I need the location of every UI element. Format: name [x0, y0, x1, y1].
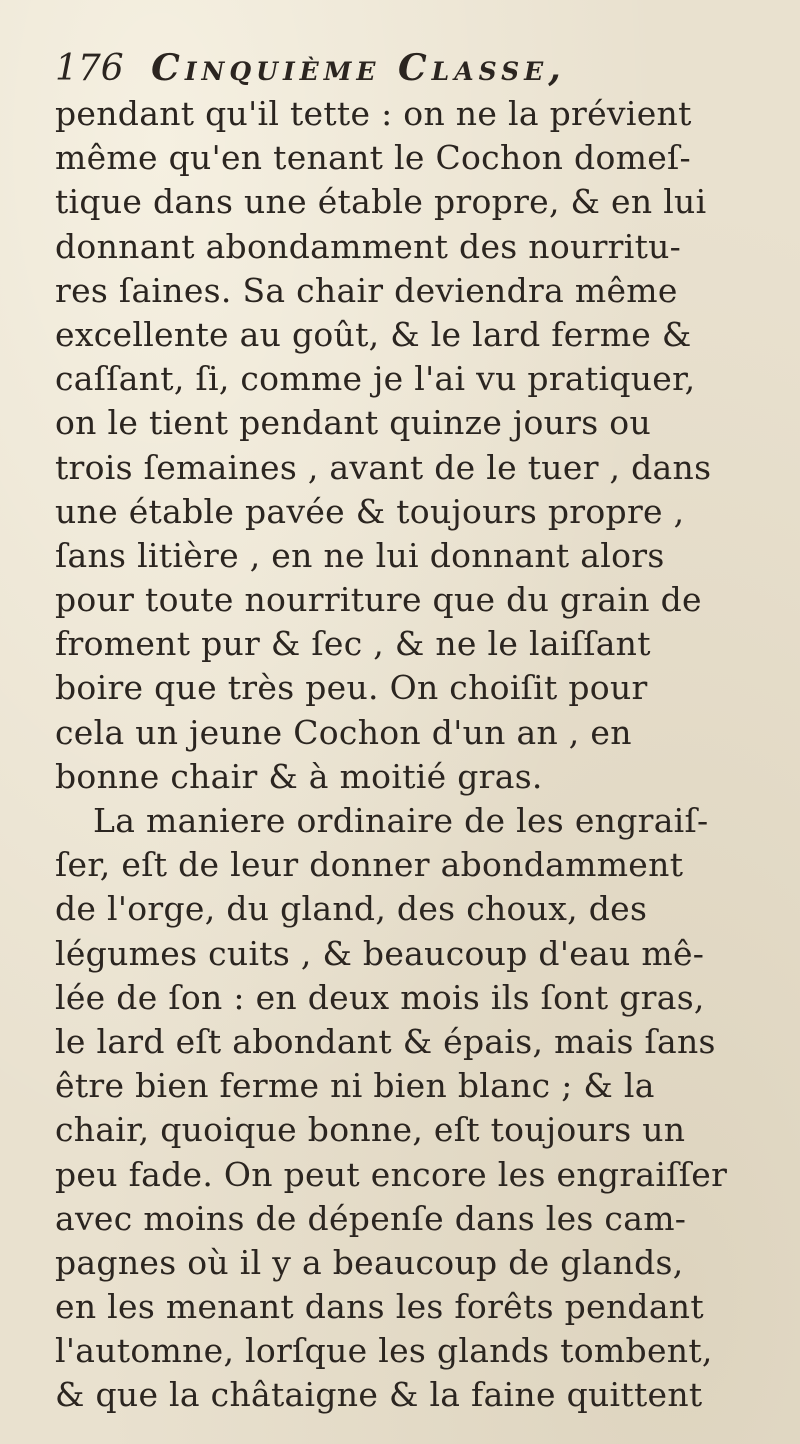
paragraph-start-line: La maniere ordinaire de les engraiſ-: [93, 801, 709, 840]
text-line: ſans litière , en ne lui donnant alors: [55, 535, 665, 575]
text-line: tique dans une étable propre, & en lui: [55, 182, 707, 222]
text-line: donnant abondamment des nourritu-: [55, 226, 682, 266]
text-line: de l'orge, du gland, des choux, des: [55, 889, 648, 929]
text-line: en les menant dans les forêts pendant: [55, 1287, 704, 1327]
text-line: pour toute nourriture que du grain de: [55, 580, 702, 620]
text-line: res ſaines. Sa chair deviendra même: [55, 270, 678, 310]
text-line: le lard eſt abondant & épais, mais ſans: [55, 1021, 716, 1061]
text-line: même qu'en tenant le Cochon domeſ-: [55, 138, 691, 178]
text-line: lée de ſon : en deux mois ils ſont gras,: [55, 977, 705, 1017]
page-number: 176: [55, 48, 124, 89]
text-line: excellente au goût, & le lard ferme &: [55, 314, 692, 354]
text-line: être bien ferme ni bien blanc ; & la: [55, 1066, 655, 1106]
text-line: chair, quoique bonne, eſt toujours un: [55, 1110, 686, 1150]
text-line: l'automne, lorſque les glands tombent,: [55, 1331, 713, 1371]
text-line: une étable pavée & toujours propre ,: [55, 491, 685, 531]
text-line: pagnes où il y a beaucoup de glands,: [55, 1242, 684, 1282]
text-line: on le tient pendant quinze jours ou: [55, 403, 652, 443]
text-line: pendant qu'il tette : on ne la prévient: [55, 94, 692, 133]
text-line: légumes cuits , & beaucoup d'eau mê-: [55, 933, 705, 973]
running-title: Cinquième Classe,: [151, 47, 566, 89]
text-line: & que la châtaigne & la faine quittent: [55, 1375, 703, 1415]
text-line: bonne chair & à moitié gras.: [55, 756, 543, 796]
text-line: peu fade. On peut encore les engraiſſer: [55, 1154, 728, 1194]
page-header: [55, 40, 785, 96]
text-line: ſer, eſt de leur donner abondamment: [55, 845, 684, 885]
text-line: froment pur & ſec , & ne le laiſſant: [55, 624, 651, 664]
text-line: caſſant, ſi, comme je l'ai vu pratiquer,: [55, 359, 696, 399]
text-line: cela un jeune Cochon d'un an , en: [55, 712, 632, 752]
text-line: avec moins de dépenſe dans les cam-: [55, 1198, 687, 1238]
text-line: trois ſemaines , avant de le tuer , dans: [55, 447, 712, 487]
text-line: boire que très peu. On choiſit pour: [55, 668, 648, 708]
body-text: [55, 92, 795, 1418]
